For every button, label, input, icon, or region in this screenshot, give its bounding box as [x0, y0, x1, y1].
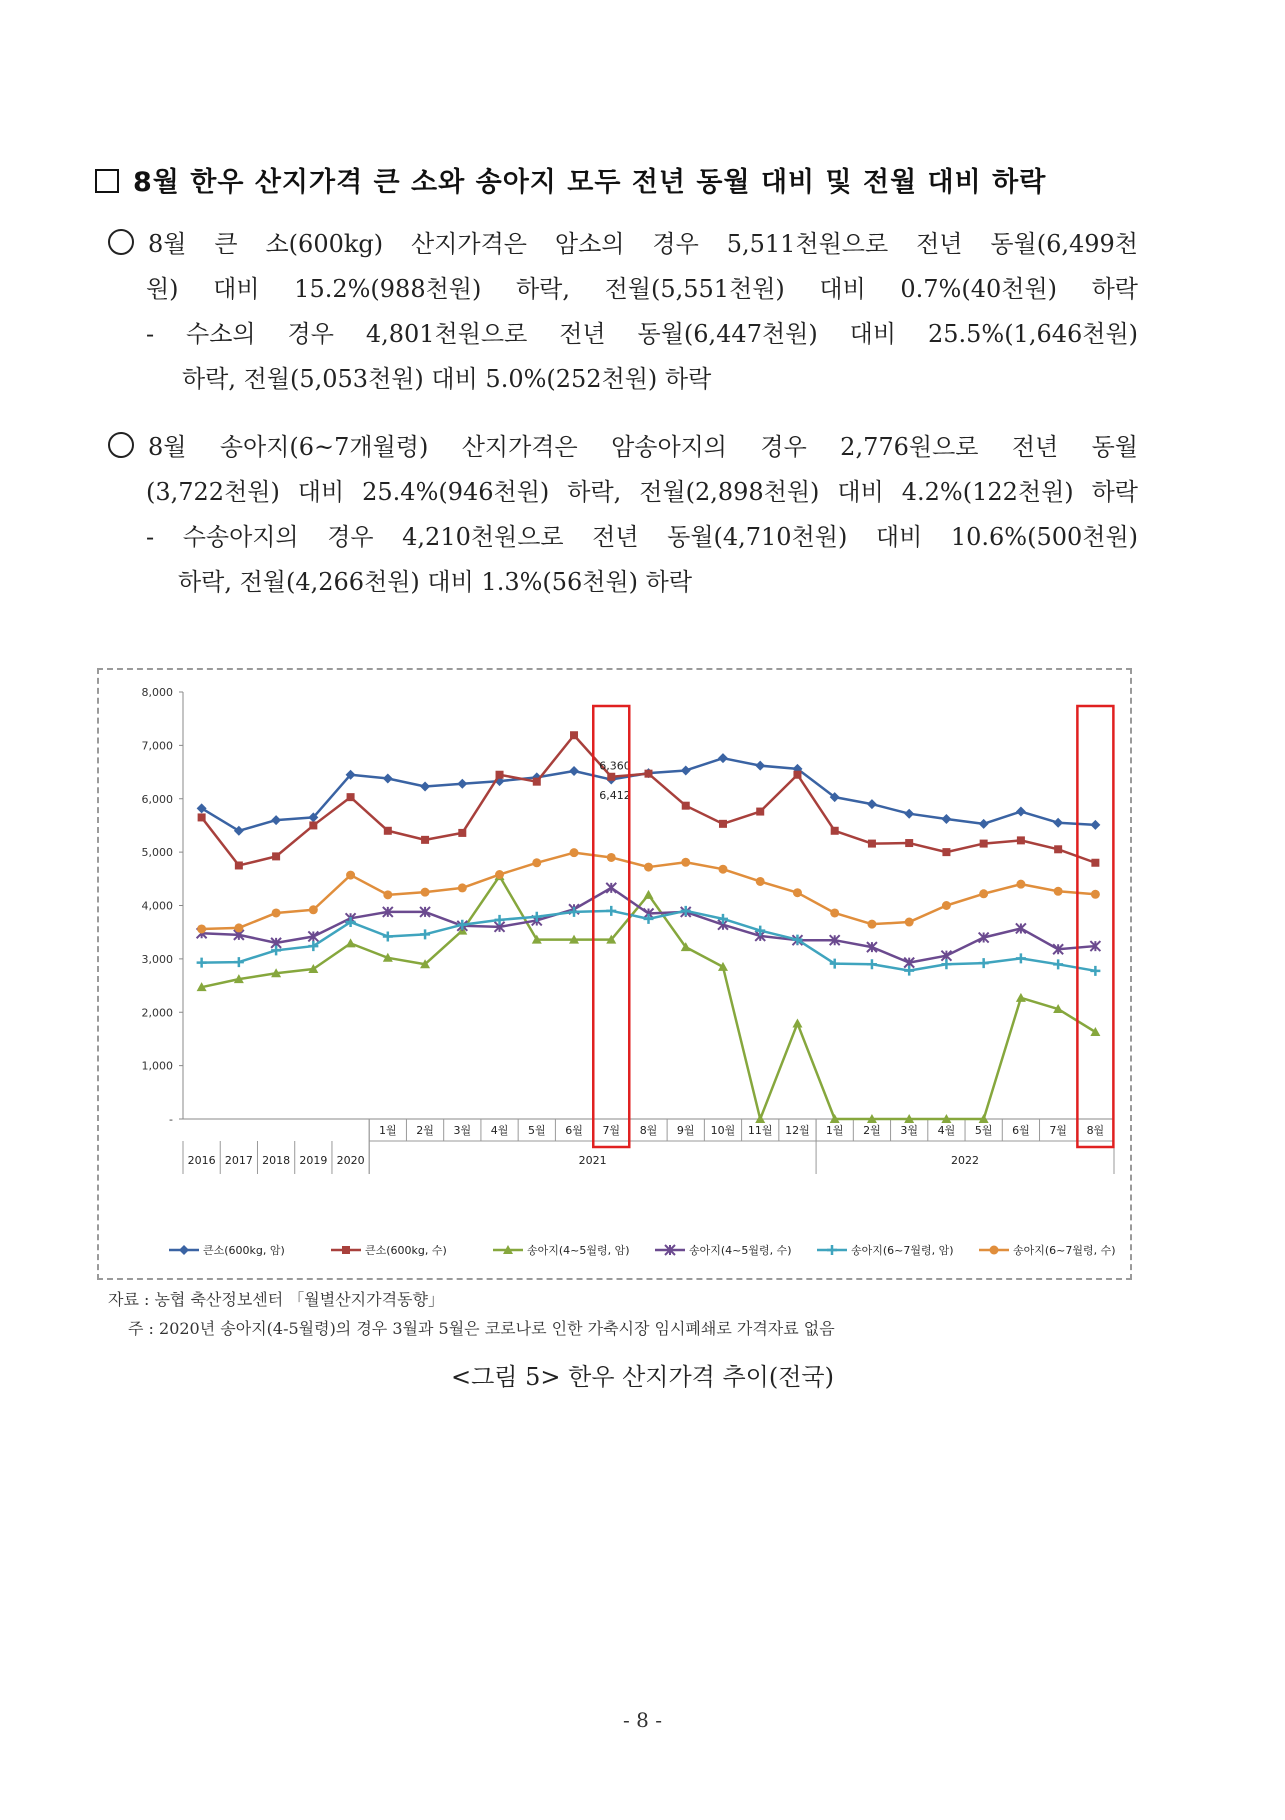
data-point-marker	[645, 770, 653, 778]
highlight-box	[1077, 706, 1113, 1147]
data-point-marker	[1016, 953, 1026, 963]
x-tick-label: 2017	[224, 1154, 253, 1167]
data-point-marker	[941, 959, 951, 969]
data-point-marker	[383, 773, 393, 783]
data-point-marker	[644, 890, 654, 899]
x-tick-label: 6월	[1012, 1124, 1030, 1137]
data-point-marker	[792, 1018, 802, 1027]
legend-label: 송아지(4~5월령, 암)	[527, 1244, 630, 1257]
data-point-marker	[755, 761, 765, 771]
data-point-marker	[868, 840, 876, 848]
data-point-marker	[1091, 859, 1099, 867]
legend-label: 큰소(600kg, 암)	[203, 1244, 285, 1257]
data-point-marker	[980, 840, 988, 848]
paragraph-line: 하락, 전월(5,053천원) 대비 5.0%(252천원) 하락	[182, 365, 712, 393]
data-point-marker	[867, 959, 877, 969]
data-point-marker	[793, 888, 802, 897]
data-point-marker	[532, 858, 541, 867]
y-tick-label: 5,000	[141, 846, 173, 860]
data-point-marker	[384, 827, 392, 835]
x-tick-label: 2019	[299, 1154, 328, 1167]
y-tick-label: 6,000	[141, 792, 173, 806]
x-tick-label: 8월	[639, 1124, 658, 1137]
data-point-marker	[309, 905, 318, 914]
data-point-marker	[570, 848, 579, 857]
data-point-marker	[942, 848, 950, 856]
data-point-marker	[1054, 845, 1062, 853]
x-tick-label: 2018	[262, 1154, 291, 1167]
data-point-marker	[979, 889, 988, 898]
data-point-marker	[570, 731, 578, 739]
x-tick-label: 9월	[676, 1124, 695, 1137]
data-point-marker	[496, 771, 504, 779]
x-tick-label: 12월	[785, 1124, 810, 1137]
x-tick-label: 2월	[416, 1124, 434, 1137]
paragraph-line: (3,722천원) 대비 25.4%(946천원) 하락, 전월(2,898천원) 대비 4.2%(122천원) 하락	[146, 478, 1138, 506]
x-tick-label: 6월	[565, 1124, 583, 1137]
paragraph-line: 원) 대비 15.2%(988천원) 하락, 전월(5,551천원) 대비 0.7%(40천원) 하락	[146, 275, 1138, 303]
data-point-marker	[942, 901, 951, 910]
data-point-marker	[457, 779, 467, 789]
data-point-marker	[1090, 820, 1100, 830]
data-point-marker	[346, 871, 355, 880]
data-point-marker	[1016, 880, 1025, 889]
data-point-marker	[867, 920, 876, 929]
legend-label: 송아지(4~5월령, 수)	[689, 1244, 792, 1257]
x-tick-label: 4월	[937, 1124, 956, 1137]
data-point-marker	[905, 839, 913, 847]
data-point-marker	[235, 861, 243, 869]
chart-frame	[97, 668, 1132, 1280]
paragraph-line: 8월 송아지(6~7개월령) 산지가격은 암송아지의 경우 2,776원으로 전년 동월	[108, 425, 1138, 470]
y-tick-label: 4,000	[141, 899, 173, 913]
x-tick-label: 3월	[453, 1124, 472, 1137]
legend-label: 송아지(6~7월령, 암)	[851, 1244, 954, 1257]
page-number: - 8 -	[623, 1708, 662, 1732]
data-point-marker	[383, 931, 393, 941]
data-label: 6,412	[599, 788, 631, 802]
paragraph-calves	[108, 425, 1138, 605]
x-group-label: 2022	[951, 1154, 980, 1167]
x-group-label: 2021	[578, 1154, 607, 1167]
x-tick-label: 7월	[602, 1124, 621, 1137]
data-point-marker	[420, 929, 430, 939]
data-point-marker	[644, 863, 653, 872]
data-point-marker	[234, 957, 244, 967]
x-tick-label: 4월	[490, 1124, 509, 1137]
paragraph-line: - 수송아지의 경우 4,210천원으로 전년 동월(4,710천원) 대비 10.6%(500천원)	[146, 523, 1138, 551]
data-point-marker	[830, 908, 839, 917]
data-point-marker	[681, 858, 690, 867]
paragraph-line: 하락, 전월(4,266천원) 대비 1.3%(56천원) 하락	[178, 568, 693, 596]
x-tick-label: 3월	[900, 1124, 918, 1137]
data-point-marker	[272, 908, 281, 917]
data-point-marker	[756, 808, 764, 816]
x-tick-label: 1월	[825, 1124, 844, 1137]
data-point-marker	[309, 821, 317, 829]
section-heading	[95, 160, 1046, 199]
data-point-marker	[979, 819, 989, 829]
data-point-marker	[495, 870, 504, 879]
data-point-marker	[979, 958, 989, 968]
x-tick-label: 2016	[187, 1154, 216, 1167]
data-point-marker	[718, 753, 728, 763]
x-tick-label: 2020	[336, 1154, 365, 1167]
data-point-marker	[1017, 836, 1025, 844]
x-tick-label: 2월	[863, 1124, 881, 1137]
data-point-marker	[383, 890, 392, 899]
paragraph-line: 8월 큰 소(600kg) 산지가격은 암소의 경우 5,511천원으로 전년 동월(6,499천	[108, 222, 1138, 267]
legend-label: 송아지(6~7월령, 수)	[1013, 1244, 1116, 1257]
data-point-marker	[458, 883, 467, 892]
figure-caption: <그림 5> 한우 산지가격 추이(전국)	[451, 1363, 834, 1391]
data-point-marker	[421, 836, 429, 844]
data-point-marker	[234, 923, 243, 932]
x-tick-label: 8월	[1086, 1124, 1105, 1137]
data-point-marker	[1016, 993, 1026, 1002]
y-tick-label: 1,000	[141, 1059, 173, 1073]
data-point-marker	[905, 918, 914, 927]
data-point-marker	[458, 829, 466, 837]
data-point-marker	[607, 853, 616, 862]
data-point-marker	[990, 1246, 999, 1255]
x-tick-label: 10월	[710, 1124, 736, 1137]
data-point-marker	[941, 814, 951, 824]
data-point-marker	[606, 883, 616, 893]
data-point-marker	[904, 809, 914, 819]
data-point-marker	[644, 914, 654, 924]
series-line	[202, 735, 1096, 865]
paragraph-line: - 수소의 경우 4,801천원으로 전년 동월(6,447천원) 대비 25.5%(1,646천원)	[146, 320, 1138, 348]
legend-label: 큰소(600kg, 수)	[365, 1244, 447, 1257]
data-point-marker	[197, 958, 207, 968]
price-trend-chart	[99, 670, 1130, 1278]
data-point-marker	[346, 938, 356, 947]
x-tick-label: 5월	[974, 1124, 993, 1137]
data-point-marker	[198, 813, 206, 821]
data-point-marker	[1090, 1027, 1100, 1036]
data-point-marker	[793, 771, 801, 779]
data-point-marker	[756, 877, 765, 886]
y-tick-label: 8,000	[141, 686, 173, 699]
x-tick-label: 7월	[1049, 1124, 1067, 1137]
paragraph-large-cattle	[108, 222, 1138, 402]
data-point-marker	[1053, 959, 1063, 969]
data-point-marker	[827, 1245, 837, 1255]
data-point-marker	[606, 906, 616, 916]
data-point-marker	[719, 820, 727, 828]
series-line	[202, 888, 1096, 963]
data-point-marker	[831, 827, 839, 835]
data-point-marker	[271, 815, 281, 825]
data-point-marker	[607, 773, 615, 781]
data-point-marker	[272, 852, 280, 860]
data-label: 6,360	[599, 759, 631, 773]
data-point-marker	[347, 793, 355, 801]
data-point-marker	[867, 799, 877, 809]
data-point-marker	[342, 1246, 350, 1254]
data-point-marker	[179, 1245, 189, 1255]
x-tick-label: 11월	[747, 1124, 773, 1137]
data-point-marker	[533, 778, 541, 786]
data-point-marker	[421, 888, 430, 897]
square-bullet-icon	[95, 169, 119, 193]
source-note: 자료 : 농협 축산정보센터 「월별산지가격동향」	[108, 1290, 444, 1309]
data-point-marker	[1016, 807, 1026, 817]
data-point-marker	[718, 865, 727, 874]
data-point-marker	[1090, 966, 1100, 976]
data-point-marker	[420, 781, 430, 791]
circle-bullet-icon	[108, 432, 134, 458]
y-tick-label: 2,000	[141, 1006, 173, 1020]
x-tick-label: 1월	[379, 1124, 397, 1137]
data-point-marker	[1054, 887, 1063, 896]
footnote: 주 : 2020년 송아지(4-5월령)의 경우 3월과 5월은 코로나로 인한 가축시장 임시폐쇄로 가격자료 없음	[128, 1319, 835, 1338]
data-point-marker	[1091, 890, 1100, 899]
section-heading-text: 8월 한우 산지가격 큰 소와 송아지 모두 전년 동월 대비 및 전월 대비 하락	[133, 167, 1047, 198]
data-point-marker	[681, 765, 691, 775]
y-tick-label: -	[169, 1113, 173, 1126]
data-point-marker	[197, 924, 206, 933]
x-tick-label: 5월	[527, 1124, 546, 1137]
y-tick-label: 7,000	[141, 739, 173, 753]
circle-bullet-icon	[108, 229, 134, 255]
data-point-marker	[1053, 818, 1063, 828]
data-point-marker	[682, 802, 690, 810]
data-point-marker	[569, 766, 579, 776]
y-tick-label: 3,000	[141, 952, 173, 966]
